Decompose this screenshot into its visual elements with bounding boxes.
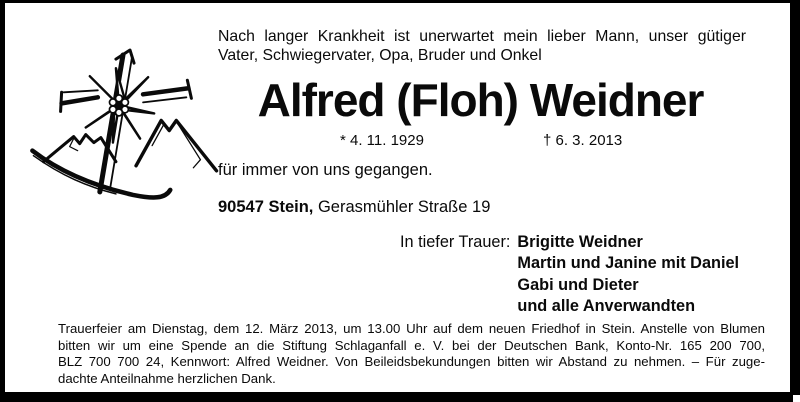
mourning-block — [400, 232, 739, 318]
mourner-line: Gabi und Dieter — [517, 275, 639, 294]
deceased-name: Alfred (Floh) Weidner — [257, 74, 704, 126]
funeral-line: Trauerfeier am Dienstag, dem 12. März 2013, um 13.00 Uhr auf dem neuen Friedhof in Stein. Anstelle von Blumen — [58, 321, 765, 336]
birth-date: * 4. 11. 1929 — [340, 132, 424, 149]
mourner-line: und alle Anverwandten — [517, 297, 696, 316]
life-dates — [218, 132, 746, 152]
notice-paper — [5, 3, 790, 392]
funeral-info — [58, 321, 765, 387]
mourner-line: Brigitte Weidner — [517, 233, 643, 251]
death-date: † 6. 3. 2013 — [543, 132, 623, 149]
mourner-line: Martin und Janine mit Daniel — [517, 254, 740, 273]
funeral-line: bitten wir um eine Spende an die Stiftung Schlaganfall e. V. bei der Deutschen Bank, Konto-Nr. 165 200 700, — [58, 337, 765, 353]
summit-cross-edelweiss-icon — [27, 43, 229, 209]
intro-text — [218, 27, 746, 65]
intro-line-2: Vater, Schwiegervater, Opa, Bruder und Onkel — [218, 47, 542, 64]
funeral-line: BLZ 700 700 24, Kennwort: Alfred Weidner. Von Beileidsbekundungen bitten wir Abstand zu nehmen. – Für zuge- — [58, 354, 765, 369]
mourners-list — [517, 232, 739, 318]
address-street: Gerasmühler Straße 19 — [313, 198, 491, 216]
address-line — [218, 198, 490, 217]
address-city: 90547 Stein, — [218, 198, 314, 216]
funeral-line: dachte Anteilnahme herzlichen Dank. — [58, 370, 276, 386]
intro-line-1: Nach langer Krankheit ist unerwartet mein lieber Mann, unser gütiger — [218, 28, 746, 45]
farewell-line: für immer von uns gegangen. — [218, 161, 433, 179]
scan-corner-notch — [793, 395, 800, 402]
mourning-label: In tiefer Trauer: — [400, 233, 511, 251]
